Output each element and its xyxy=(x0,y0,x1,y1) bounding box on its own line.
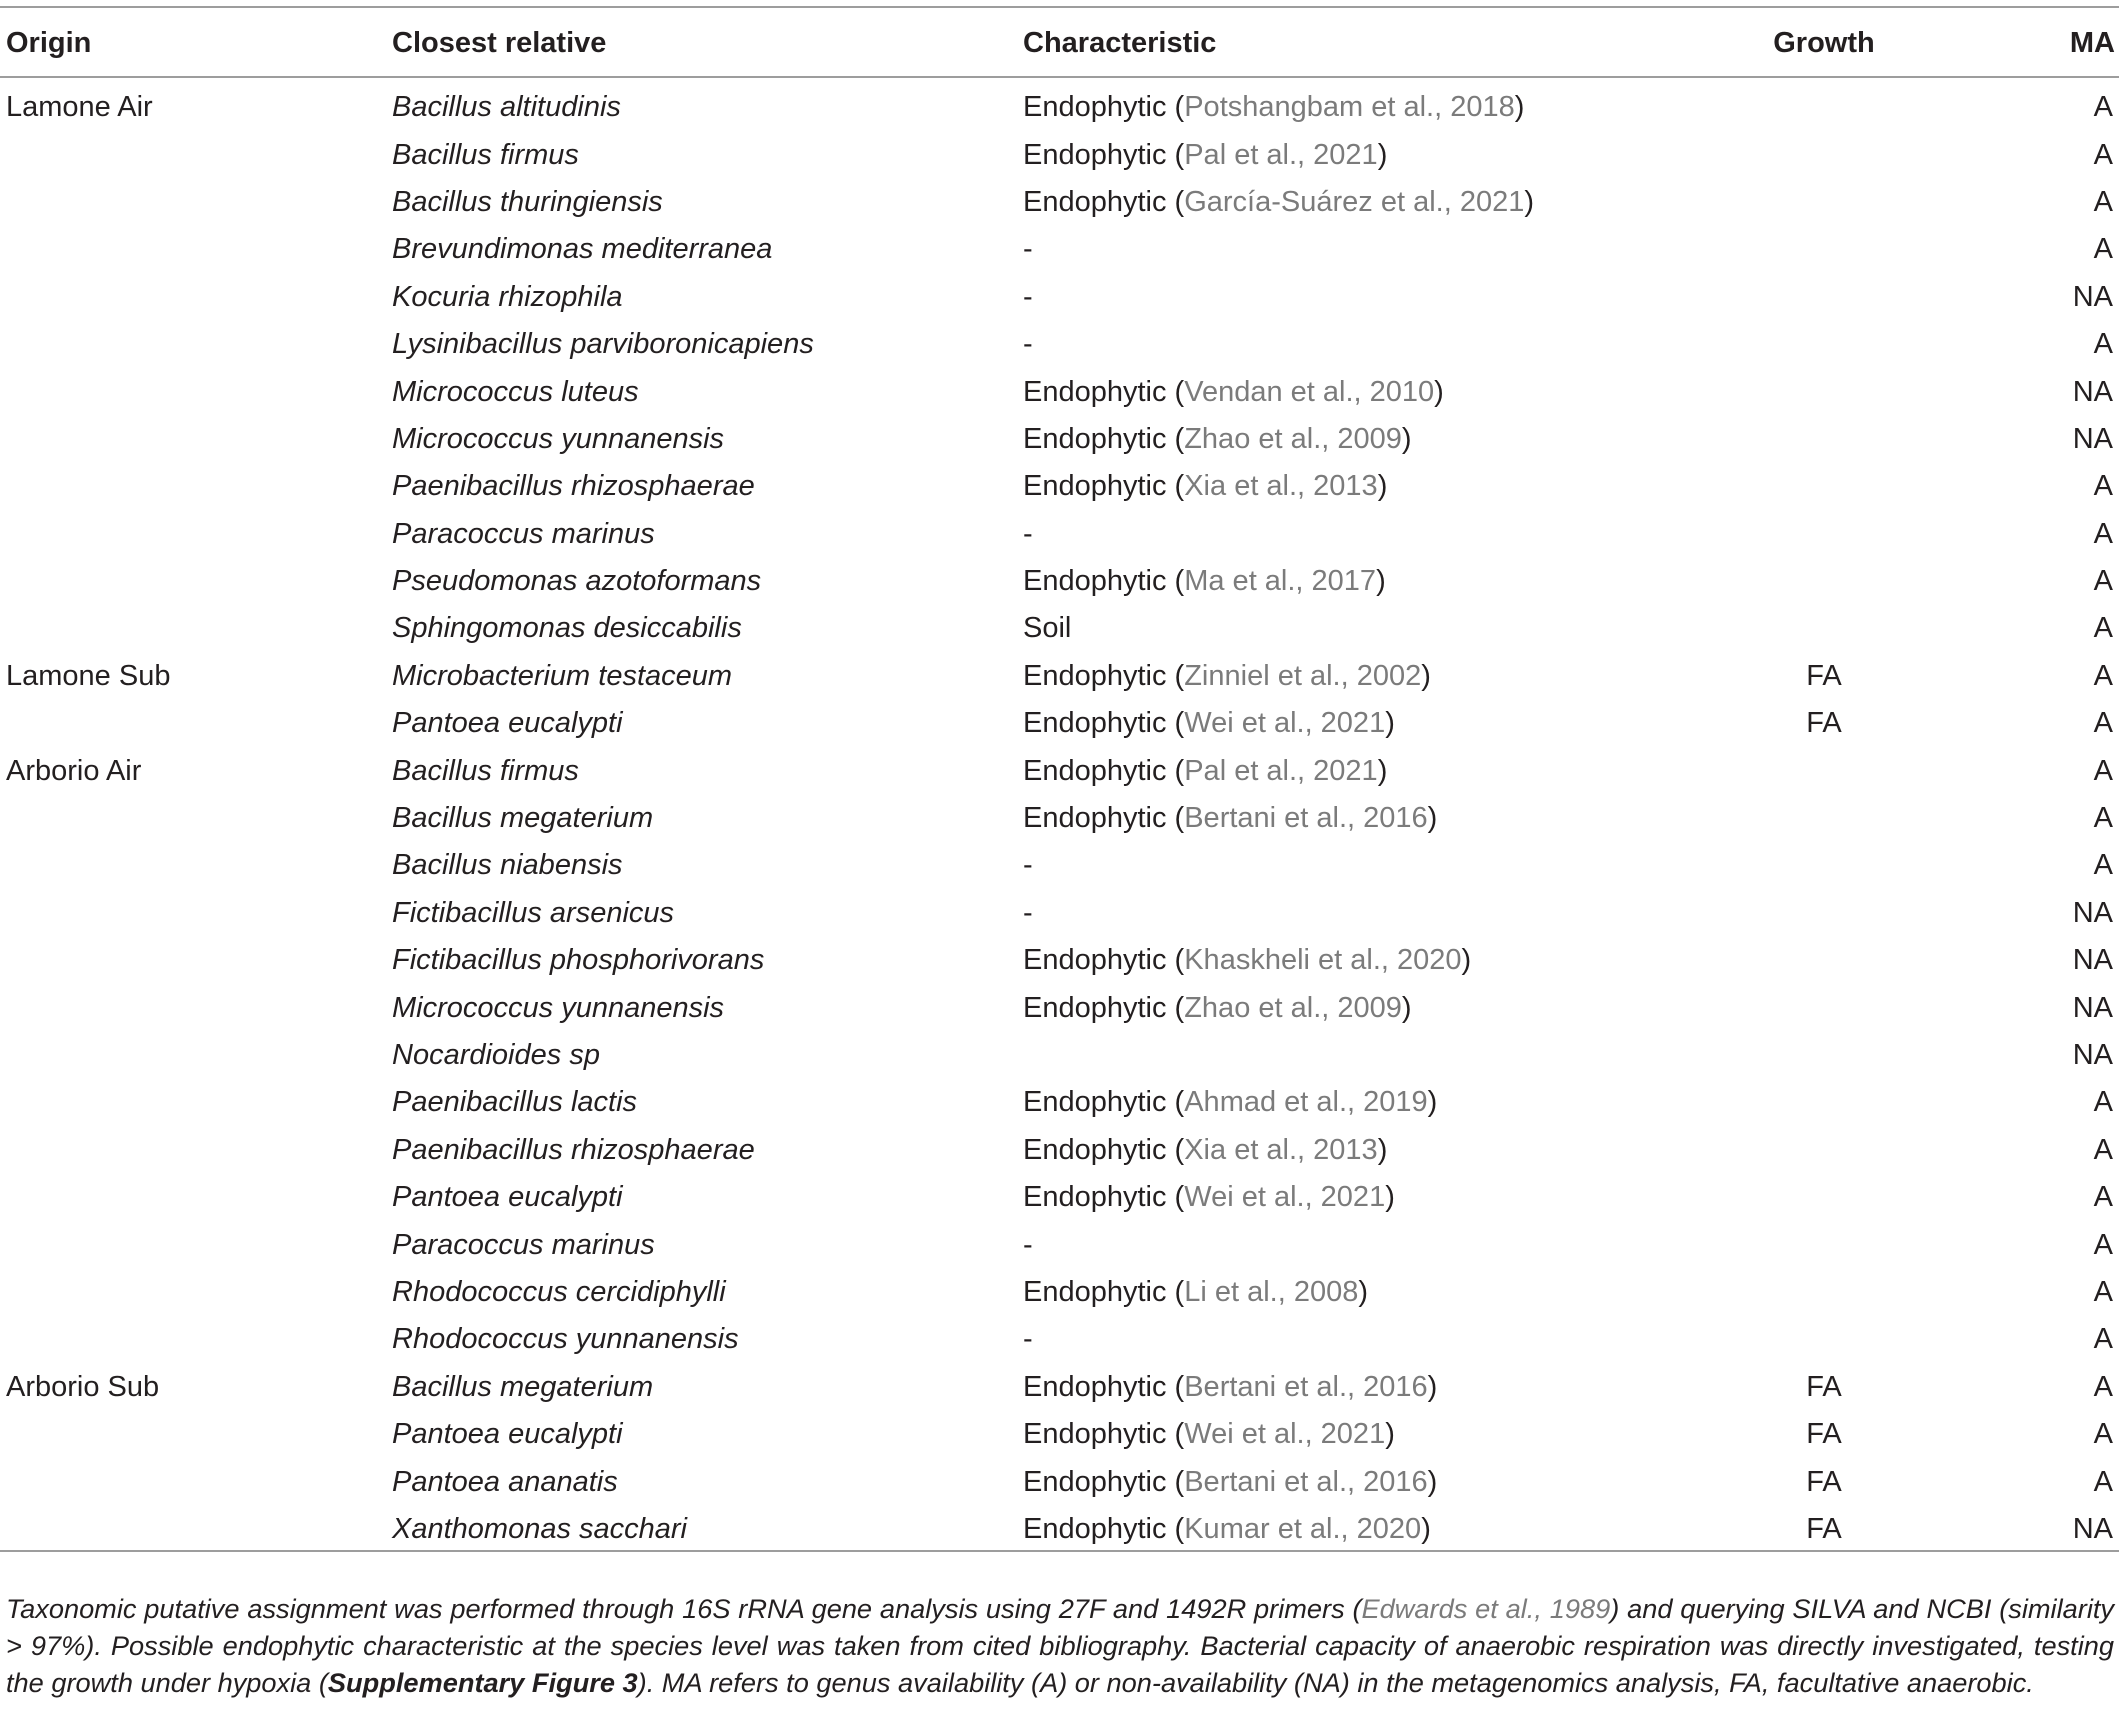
cell-ma: A xyxy=(2093,328,2113,361)
cell-origin: Lamone Sub xyxy=(6,659,171,692)
cell-closest-relative: Micrococcus yunnanensis xyxy=(392,422,725,455)
characteristic-text: - xyxy=(1023,1323,1033,1356)
citation-open-paren: ( xyxy=(1166,91,1185,124)
cell-ma: A xyxy=(2093,754,2113,787)
header-origin: Origin xyxy=(6,26,92,59)
citation-open-paren: ( xyxy=(1166,1418,1185,1451)
citation-link[interactable]: García-Suárez et al., 2021 xyxy=(1184,185,1525,218)
table-row xyxy=(0,226,2119,273)
citation-link[interactable]: Ahmad et al., 2019 xyxy=(1184,1086,1428,1119)
cell-characteristic xyxy=(1023,558,1735,605)
characteristic-text: Endophytic xyxy=(1023,1512,1167,1545)
table-row xyxy=(0,274,2119,321)
footnote-text-1: Taxonomic putative assignment was performed through 16S rRNA gene analysis using 27F and 1492R primers ( xyxy=(6,1593,1362,1625)
cell-origin: Arborio Air xyxy=(6,754,142,787)
cell-characteristic xyxy=(1023,842,1735,889)
cell-growth: FA xyxy=(1806,1512,1842,1545)
cell-closest-relative: Paenibacillus lactis xyxy=(392,1086,638,1119)
citation-open-paren: ( xyxy=(1166,1181,1185,1214)
header-characteristic: Characteristic xyxy=(1023,26,1217,59)
table-row xyxy=(0,890,2119,937)
citation-open-paren: ( xyxy=(1166,1275,1185,1308)
cell-characteristic xyxy=(1023,179,1735,226)
cell-growth xyxy=(1735,1221,2001,1268)
cell-characteristic xyxy=(1023,511,1735,558)
cell-origin xyxy=(0,1174,392,1221)
characteristic-text: Endophytic xyxy=(1023,470,1167,503)
cell-characteristic xyxy=(1023,1174,1735,1221)
table-row xyxy=(0,984,2119,1031)
cell-growth xyxy=(1735,605,2001,652)
characteristic-text: Soil xyxy=(1023,612,1072,645)
table-row xyxy=(0,1174,2119,1221)
cell-closest-relative: Kocuria rhizophila xyxy=(392,280,623,313)
characteristic-text: - xyxy=(1023,328,1033,361)
cell-characteristic xyxy=(1023,416,1735,463)
citation-open-paren: ( xyxy=(1166,1133,1185,1166)
cell-closest-relative: Bacillus megaterium xyxy=(392,802,654,835)
table-row xyxy=(0,1127,2119,1174)
table-row xyxy=(0,653,2119,700)
cell-growth xyxy=(1735,937,2001,984)
citation-close-paren: ) xyxy=(1358,1275,1369,1308)
cell-growth xyxy=(1735,179,2001,226)
cell-characteristic xyxy=(1023,653,1735,700)
cell-closest-relative: Bacillus niabensis xyxy=(392,849,623,882)
cell-origin xyxy=(0,984,392,1031)
table-footnote xyxy=(6,1590,2114,1701)
citation-close-paren: ) xyxy=(1385,1418,1395,1451)
cell-characteristic xyxy=(1023,274,1735,321)
characteristic-text: Endophytic xyxy=(1023,185,1167,218)
characteristic-text: Endophytic xyxy=(1023,91,1167,124)
cell-growth: FA xyxy=(1806,1418,1842,1451)
cell-origin xyxy=(0,131,392,178)
table-row xyxy=(0,463,2119,510)
citation-open-paren: ( xyxy=(1166,470,1185,503)
cell-characteristic xyxy=(1023,1032,1735,1079)
cell-growth xyxy=(1735,131,2001,178)
table-row xyxy=(0,368,2119,415)
cell-characteristic xyxy=(1023,321,1735,368)
cell-origin: Arborio Sub xyxy=(6,1370,160,1403)
cell-growth xyxy=(1735,842,2001,889)
citation-link[interactable]: Wei et al., 2021 xyxy=(1184,1418,1386,1451)
cell-ma: A xyxy=(2093,185,2113,218)
citation-close-paren: ) xyxy=(1427,802,1438,835)
cell-origin xyxy=(0,605,392,652)
cell-characteristic xyxy=(1023,890,1735,937)
cell-growth xyxy=(1735,1269,2001,1316)
citation-link[interactable]: Zinniel et al., 2002 xyxy=(1184,659,1422,692)
cell-ma: NA xyxy=(2072,422,2113,455)
table-row xyxy=(0,747,2119,794)
table-row xyxy=(0,321,2119,368)
table-row xyxy=(0,1458,2119,1505)
header-ma: MA xyxy=(2069,26,2115,59)
cell-ma: NA xyxy=(2072,1512,2113,1545)
characteristic-text: Endophytic xyxy=(1023,802,1167,835)
citation-open-paren: ( xyxy=(1166,1086,1185,1119)
citation-link[interactable]: Bertani et al., 2016 xyxy=(1184,1370,1428,1403)
header-growth: Growth xyxy=(1773,26,1875,59)
cell-ma: A xyxy=(2093,517,2113,550)
characteristic-text: - xyxy=(1023,1228,1033,1261)
cell-closest-relative: Xanthomonas sacchari xyxy=(392,1512,687,1545)
table-body xyxy=(0,76,2119,1553)
cell-origin xyxy=(0,274,392,321)
cell-growth xyxy=(1735,984,2001,1031)
table-row xyxy=(0,76,2119,131)
citation-link[interactable]: Li et al., 2008 xyxy=(1184,1275,1359,1308)
table-row xyxy=(0,937,2119,984)
cell-growth xyxy=(1735,1032,2001,1079)
cell-characteristic xyxy=(1023,605,1735,652)
cell-ma: A xyxy=(2093,1086,2113,1119)
cell-closest-relative: Pantoea eucalypti xyxy=(392,707,623,740)
characteristic-text: Endophytic xyxy=(1023,1181,1167,1214)
cell-closest-relative: Paenibacillus rhizosphaerae xyxy=(392,1133,755,1166)
footnote-supplementary-link[interactable]: Supplementary Figure 3 xyxy=(327,1667,638,1699)
citation-open-paren: ( xyxy=(1166,754,1185,787)
cell-closest-relative: Sphingomonas desiccabilis xyxy=(392,612,742,645)
cell-characteristic xyxy=(1023,1316,1735,1363)
table-row xyxy=(0,1364,2119,1411)
cell-characteristic xyxy=(1023,1506,1735,1553)
cell-closest-relative: Lysinibacillus parviboronicapiens xyxy=(392,328,814,361)
cell-ma: A xyxy=(2093,1133,2113,1166)
cell-growth xyxy=(1735,1127,2001,1174)
characteristic-text: - xyxy=(1023,233,1033,266)
cell-ma: A xyxy=(2093,659,2113,692)
cell-ma: A xyxy=(2093,802,2113,835)
cell-closest-relative: Rhodococcus cercidiphylli xyxy=(392,1275,726,1308)
cell-origin xyxy=(0,937,392,984)
cell-growth xyxy=(1735,226,2001,273)
cell-ma: A xyxy=(2093,138,2113,171)
cell-ma: A xyxy=(2093,849,2113,882)
characteristic-text: Endophytic xyxy=(1023,991,1167,1024)
characteristic-text: Endophytic xyxy=(1023,944,1167,977)
characteristic-text: Endophytic xyxy=(1023,1418,1167,1451)
citation-open-paren: ( xyxy=(1166,802,1185,835)
characteristic-text: Endophytic xyxy=(1023,138,1167,171)
cell-origin xyxy=(0,842,392,889)
cell-growth xyxy=(1735,1316,2001,1363)
cell-closest-relative: Pantoea eucalypti xyxy=(392,1418,623,1451)
citation-open-paren: ( xyxy=(1166,138,1185,171)
cell-growth xyxy=(1735,368,2001,415)
cell-origin xyxy=(0,1458,392,1505)
cell-closest-relative: Brevundimonas mediterranea xyxy=(392,233,773,266)
table-row xyxy=(0,1269,2119,1316)
cell-closest-relative: Micrococcus luteus xyxy=(392,375,639,408)
cell-characteristic xyxy=(1023,1411,1735,1458)
cell-closest-relative: Pantoea ananatis xyxy=(392,1465,618,1498)
cell-origin xyxy=(0,368,392,415)
cell-origin xyxy=(0,511,392,558)
cell-ma: A xyxy=(2093,91,2113,124)
characteristic-text: Endophytic xyxy=(1023,565,1167,598)
citation-close-paren: ) xyxy=(1427,1465,1438,1498)
cell-closest-relative: Bacillus megaterium xyxy=(392,1370,654,1403)
table-row xyxy=(0,1079,2119,1126)
citation-link[interactable]: Pal et al., 2021 xyxy=(1184,138,1378,171)
cell-characteristic xyxy=(1023,795,1735,842)
cell-ma: NA xyxy=(2072,280,2113,313)
cell-characteristic xyxy=(1023,937,1735,984)
footnote-text-2: ) and querying SILVA and NCBI (similarity > 97%). Possible endophytic characteristic at the species level was taken from cited bibliography. Bacterial capacity of anaerobic respiration was directly investigated, testing the growth under hypoxia ( xyxy=(6,1593,2115,1699)
footnote-reference[interactable]: Edwards et al., 1989 xyxy=(1361,1593,1611,1625)
characteristic-text: Endophytic xyxy=(1023,1086,1167,1119)
cell-growth: FA xyxy=(1806,659,1842,692)
cell-origin xyxy=(0,1506,392,1553)
cell-characteristic xyxy=(1023,76,1735,131)
table-row xyxy=(0,1032,2119,1079)
table-row xyxy=(0,700,2119,747)
cell-ma: A xyxy=(2093,470,2113,503)
cell-closest-relative: Bacillus thuringiensis xyxy=(392,185,663,218)
cell-characteristic xyxy=(1023,1269,1735,1316)
citation-open-paren: ( xyxy=(1166,991,1185,1024)
characteristic-text: Endophytic xyxy=(1023,1275,1167,1308)
cell-characteristic xyxy=(1023,1079,1735,1126)
cell-growth xyxy=(1735,890,2001,937)
characteristic-text: Endophytic xyxy=(1023,1465,1167,1498)
cell-growth xyxy=(1735,1174,2001,1221)
cell-closest-relative: Paracoccus marinus xyxy=(392,1228,655,1261)
citation-link[interactable]: Wei et al., 2021 xyxy=(1184,1181,1386,1214)
table-row xyxy=(0,416,2119,463)
table-row xyxy=(0,511,2119,558)
citation-open-paren: ( xyxy=(1166,1370,1185,1403)
characteristic-text: Endophytic xyxy=(1023,1370,1167,1403)
citation-close-paren: ) xyxy=(1461,944,1472,977)
cell-origin xyxy=(0,1221,392,1268)
cell-closest-relative: Paracoccus marinus xyxy=(392,517,655,550)
cell-closest-relative: Bacillus firmus xyxy=(392,138,579,171)
citation-close-paren: ) xyxy=(1514,91,1525,124)
cell-ma: A xyxy=(2093,707,2113,740)
cell-ma: A xyxy=(2093,1418,2113,1451)
table-row xyxy=(0,179,2119,226)
characteristic-text: Endophytic xyxy=(1023,659,1167,692)
cell-origin: Lamone Air xyxy=(6,91,153,124)
citation-close-paren: ) xyxy=(1421,659,1431,692)
cell-ma: A xyxy=(2093,1370,2113,1403)
cell-origin xyxy=(0,416,392,463)
citation-close-paren: ) xyxy=(1434,375,1444,408)
citation-open-paren: ( xyxy=(1166,1512,1185,1545)
cell-characteristic xyxy=(1023,1458,1735,1505)
citation-link[interactable]: Pal et al., 2021 xyxy=(1184,754,1378,787)
cell-closest-relative: Bacillus altitudinis xyxy=(392,91,621,124)
cell-characteristic xyxy=(1023,747,1735,794)
citation-close-paren: ) xyxy=(1377,470,1388,503)
characteristic-text: Endophytic xyxy=(1023,422,1167,455)
characteristic-text: - xyxy=(1023,280,1033,313)
table-row xyxy=(0,605,2119,652)
cell-ma: A xyxy=(2093,1275,2113,1308)
cell-ma: A xyxy=(2093,233,2113,266)
cell-characteristic xyxy=(1023,1221,1735,1268)
cell-origin xyxy=(0,700,392,747)
cell-growth: FA xyxy=(1806,707,1842,740)
citation-link[interactable]: Kumar et al., 2020 xyxy=(1184,1512,1422,1545)
cell-growth xyxy=(1735,321,2001,368)
citation-close-paren: ) xyxy=(1401,422,1412,455)
table-row xyxy=(0,558,2119,605)
cell-closest-relative: Nocardioides sp xyxy=(392,1039,600,1071)
cell-closest-relative: Bacillus firmus xyxy=(392,754,579,787)
characteristic-text: Endophytic xyxy=(1023,707,1167,740)
cell-characteristic xyxy=(1023,1127,1735,1174)
citation-open-paren: ( xyxy=(1166,1465,1185,1498)
cell-ma: NA xyxy=(2072,944,2113,977)
characteristic-text: Endophytic xyxy=(1023,375,1167,408)
cell-growth xyxy=(1735,416,2001,463)
cell-origin xyxy=(0,1127,392,1174)
cell-ma: NA xyxy=(2072,991,2113,1024)
cell-characteristic xyxy=(1023,1364,1735,1411)
cell-closest-relative: Pseudomonas azotoformans xyxy=(392,565,762,598)
cell-origin xyxy=(0,890,392,937)
citation-open-paren: ( xyxy=(1166,944,1185,977)
cell-ma: NA xyxy=(2072,896,2113,929)
cell-ma: NA xyxy=(2072,1039,2113,1071)
cell-growth xyxy=(1735,463,2001,510)
cell-origin xyxy=(0,795,392,842)
table-row xyxy=(0,842,2119,889)
cell-origin xyxy=(0,1079,392,1126)
citation-link[interactable]: Wei et al., 2021 xyxy=(1184,707,1386,740)
citation-close-paren: ) xyxy=(1385,1181,1395,1214)
citation-link[interactable]: Vendan et al., 2010 xyxy=(1184,375,1435,408)
citation-link[interactable]: Ma et al., 2017 xyxy=(1184,565,1377,598)
cell-ma: A xyxy=(2093,1323,2113,1356)
cell-characteristic xyxy=(1023,226,1735,273)
characteristic-text: - xyxy=(1023,517,1033,550)
table-row xyxy=(0,1506,2119,1553)
citation-open-paren: ( xyxy=(1166,707,1185,740)
citation-link[interactable]: Bertani et al., 2016 xyxy=(1184,802,1428,835)
citation-open-paren: ( xyxy=(1166,422,1185,455)
cell-growth xyxy=(1735,747,2001,794)
citation-close-paren: ) xyxy=(1377,1133,1388,1166)
cell-ma: A xyxy=(2093,612,2113,645)
citation-close-paren: ) xyxy=(1524,185,1535,218)
cell-growth xyxy=(1735,511,2001,558)
table-row xyxy=(0,1221,2119,1268)
table-header-row xyxy=(0,10,2119,76)
cell-origin xyxy=(0,1032,392,1079)
bacteria-table xyxy=(0,10,2119,1553)
cell-growth: FA xyxy=(1806,1370,1842,1403)
cell-origin xyxy=(0,1411,392,1458)
cell-origin xyxy=(0,1316,392,1363)
citation-close-paren: ) xyxy=(1376,565,1386,598)
cell-closest-relative: Micrococcus yunnanensis xyxy=(392,991,725,1024)
characteristic-text: - xyxy=(1023,896,1033,929)
citation-close-paren: ) xyxy=(1427,1370,1438,1403)
cell-growth xyxy=(1735,1079,2001,1126)
cell-growth xyxy=(1735,795,2001,842)
citation-open-paren: ( xyxy=(1166,185,1185,218)
characteristic-text: Endophytic xyxy=(1023,1133,1167,1166)
citation-link[interactable]: Zhao et al., 2009 xyxy=(1184,422,1402,455)
table-row xyxy=(0,795,2119,842)
characteristic-text: - xyxy=(1023,849,1033,882)
cell-origin xyxy=(0,1269,392,1316)
characteristic-text: Endophytic xyxy=(1023,754,1167,787)
cell-closest-relative: Pantoea eucalypti xyxy=(392,1181,623,1214)
citation-close-paren: ) xyxy=(1401,991,1412,1024)
cell-characteristic xyxy=(1023,984,1735,1031)
citation-link[interactable]: Zhao et al., 2009 xyxy=(1184,991,1402,1024)
citation-link[interactable]: Potshangbam et al., 2018 xyxy=(1184,91,1515,124)
table-row xyxy=(0,1316,2119,1363)
citation-close-paren: ) xyxy=(1427,1086,1438,1119)
citation-link[interactable]: Khaskheli et al., 2020 xyxy=(1184,944,1462,977)
cell-origin xyxy=(0,321,392,368)
cell-characteristic xyxy=(1023,131,1735,178)
cell-growth xyxy=(1735,274,2001,321)
cell-ma: NA xyxy=(2072,375,2113,408)
cell-closest-relative: Microbacterium testaceum xyxy=(392,659,733,692)
citation-link[interactable]: Xia et al., 2013 xyxy=(1184,470,1378,503)
table-row xyxy=(0,1411,2119,1458)
citation-close-paren: ) xyxy=(1377,754,1388,787)
citation-close-paren: ) xyxy=(1385,707,1395,740)
cell-characteristic xyxy=(1023,463,1735,510)
cell-growth xyxy=(1735,76,2001,131)
citation-close-paren: ) xyxy=(1377,138,1388,171)
citation-open-paren: ( xyxy=(1166,565,1185,598)
cell-closest-relative: Paenibacillus rhizosphaerae xyxy=(392,470,755,503)
cell-origin xyxy=(0,179,392,226)
footnote-text-3: ). MA refers to genus availability (A) or non-availability (NA) in the metagenomics analysis, FA, facultative anaerobic. xyxy=(637,1667,2034,1699)
citation-open-paren: ( xyxy=(1166,659,1185,692)
cell-ma: A xyxy=(2093,1181,2113,1214)
table-row xyxy=(0,131,2119,178)
cell-closest-relative: Fictibacillus arsenicus xyxy=(392,896,675,929)
cell-closest-relative: Rhodococcus yunnanensis xyxy=(392,1323,739,1356)
cell-ma: A xyxy=(2093,1228,2113,1261)
cell-growth: FA xyxy=(1806,1465,1842,1498)
cell-characteristic xyxy=(1023,368,1735,415)
citation-close-paren: ) xyxy=(1421,1512,1431,1545)
cell-origin xyxy=(0,558,392,605)
table-top-rule xyxy=(0,6,2119,8)
citation-open-paren: ( xyxy=(1166,375,1185,408)
cell-origin xyxy=(0,226,392,273)
cell-ma: A xyxy=(2093,565,2113,598)
cell-growth xyxy=(1735,558,2001,605)
cell-ma: A xyxy=(2093,1465,2113,1498)
cell-origin xyxy=(0,463,392,510)
cell-characteristic xyxy=(1023,700,1735,747)
citation-link[interactable]: Xia et al., 2013 xyxy=(1184,1133,1378,1166)
header-closest-relative: Closest relative xyxy=(392,26,607,59)
cell-closest-relative: Fictibacillus phosphorivorans xyxy=(392,944,765,977)
citation-link[interactable]: Bertani et al., 2016 xyxy=(1184,1465,1428,1498)
